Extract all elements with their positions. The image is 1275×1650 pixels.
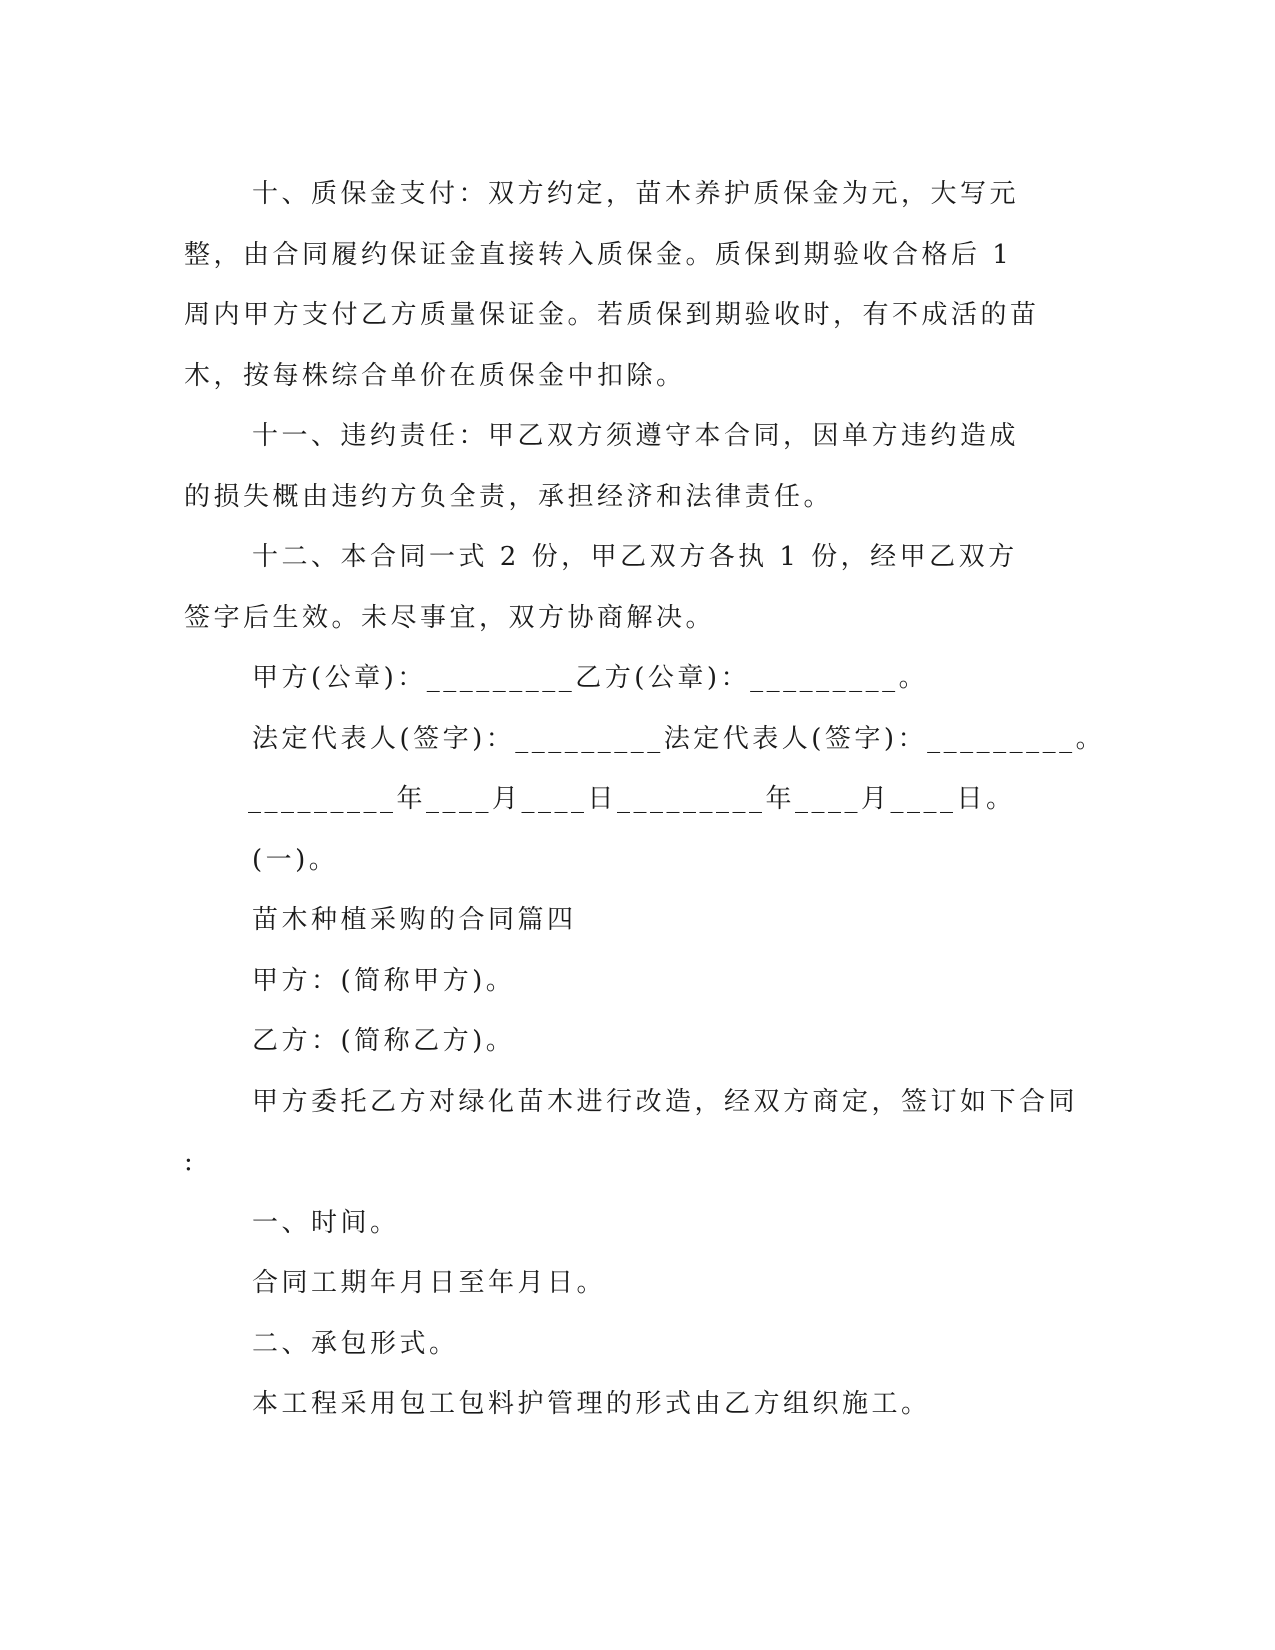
- item-1-title: 一、时间。: [252, 1207, 400, 1238]
- intro-colon: :: [184, 1147, 193, 1177]
- item-1-text: 合同工期年月日至年月日。: [252, 1268, 607, 1298]
- document-body: [184, 164, 1106, 1435]
- signature-representative-line: 法定代表人(签字)：_________法定代表人(签字)：_________。: [252, 723, 1106, 754]
- party-b-line: 乙方：(简称乙方)。: [252, 1026, 516, 1056]
- paragraph-warranty-payment: 十、质保金支付：双方约定，苗木养护质保金为元，大写元整，由合同履约保证金直接转入质保金。质保到期验收合格后 1 周内甲方支付乙方质量保证金。若质保到期验收时，有不成活的苗木，按每株综合单价在质保金中扣除。: [184, 179, 1040, 391]
- paragraph-copies-effect: 十二、本合同一式 2 份，甲乙双方各执 1 份，经甲乙双方签字后生效。未尽事宜，双方协商解决。: [184, 542, 1018, 633]
- section-title: 苗木种植采购的合同篇四: [252, 905, 577, 935]
- signature-date-line: _________年____月____日_________年____月____日。: [248, 784, 1016, 814]
- signature-seal-line: 甲方(公章)：_________乙方(公章)：_________。: [252, 663, 929, 693]
- intro-line: 甲方委托乙方对绿化苗木进行改造，经双方商定，签订如下合同: [252, 1086, 1079, 1117]
- item-2-text: 本工程采用包工包料护管理的形式由乙方组织施工。: [252, 1389, 931, 1419]
- item-2-title: 二、承包形式。: [252, 1328, 459, 1359]
- party-a-line: 甲方：(简称甲方)。: [252, 965, 516, 996]
- note-text: (一)。: [252, 844, 339, 875]
- paragraph-breach-liability: 十一、违约责任：甲乙双方须遵守本合同，因单方违约造成的损失概由违约方负全责，承担经济和法律责任。: [184, 421, 1020, 512]
